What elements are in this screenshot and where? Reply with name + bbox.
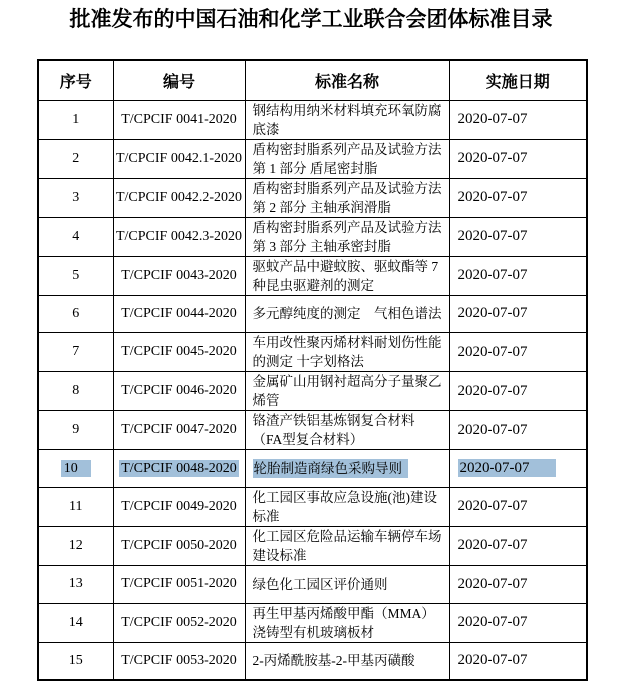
standard-code-cell (113, 178, 245, 217)
serial-number-cell (38, 411, 113, 450)
standard-name-cell (245, 217, 449, 256)
standard-code-cell (113, 411, 245, 450)
standard-name-cell (245, 295, 449, 333)
table-row (38, 526, 587, 565)
implementation-date-text: 2020-07-07 (457, 537, 528, 554)
table-row (38, 100, 587, 139)
col-header-implementation-date: 实施日期 (449, 60, 587, 100)
standard-code-text: T/CPCIF 0046-2020 (121, 383, 237, 399)
standard-code-cell (113, 333, 245, 372)
serial-number-cell (38, 178, 113, 217)
serial-number-cell (38, 526, 113, 565)
table-row (38, 333, 587, 372)
serial-number-text: 5 (72, 267, 80, 283)
standard-name-cell (245, 139, 449, 178)
standard-code-cell (113, 139, 245, 178)
implementation-date-text: 2020-07-07 (457, 652, 528, 669)
implementation-date-text: 2020-07-07 (457, 267, 528, 283)
table-row (38, 217, 587, 256)
serial-number-text: 14 (68, 614, 83, 630)
standard-name-text: 铬渣产铁铝基炼钢复合材料（FA型复合材料） (252, 413, 415, 448)
standard-name-cell (245, 411, 449, 450)
table-row (38, 139, 587, 178)
col-header-code: 编号 (113, 60, 245, 100)
serial-number-cell (38, 139, 113, 178)
serial-number-cell (38, 565, 113, 603)
standard-code-text: T/CPCIF 0050-2020 (121, 537, 237, 553)
col-header-serial: 序号 (38, 60, 113, 100)
implementation-date-text: 2020-07-07 (457, 228, 528, 244)
standard-code-text: T/CPCIF 0048-2020 (121, 460, 237, 476)
standard-code-text: T/CPCIF 0042.1-2020 (115, 150, 242, 166)
standard-code-text: T/CPCIF 0052-2020 (121, 614, 237, 630)
serial-number-text: 12 (68, 537, 83, 553)
implementation-date-cell (449, 256, 587, 295)
implementation-date-cell (449, 603, 587, 642)
implementation-date-cell (449, 139, 587, 178)
standard-code-cell (113, 603, 245, 642)
implementation-date-text: 2020-07-07 (457, 111, 528, 127)
serial-number-text: 6 (72, 305, 80, 321)
standard-code-text: T/CPCIF 0053-2020 (121, 652, 237, 668)
standard-name-text: 2-丙烯酰胺基-2-甲基丙磺酸 (252, 653, 415, 669)
serial-number-cell (38, 333, 113, 372)
serial-number-cell (38, 217, 113, 256)
standard-code-cell (113, 487, 245, 526)
serial-number-cell (38, 450, 113, 488)
implementation-date-cell (449, 333, 587, 372)
standard-code-cell (113, 642, 245, 680)
standard-code-cell (113, 295, 245, 333)
serial-number-text: 1 (72, 111, 80, 127)
col-header-standard-name: 标准名称 (245, 60, 449, 100)
table-row (38, 565, 587, 603)
standard-name-text: 化工园区危险品运输车辆停车场建设标准 (252, 528, 442, 563)
standard-name-text: 金属矿山用钢衬超高分子量聚乙烯管 (252, 374, 442, 409)
implementation-date-text: 2020-07-07 (457, 498, 528, 515)
standard-code-text: T/CPCIF 0042.2-2020 (115, 189, 242, 205)
implementation-date-text: 2020-07-07 (458, 459, 556, 477)
table-row (38, 411, 587, 450)
implementation-date-text: 2020-07-07 (457, 614, 528, 631)
serial-number-text: 3 (72, 189, 80, 205)
standard-code-cell (113, 372, 245, 411)
standard-name-cell (245, 333, 449, 372)
implementation-date-cell (449, 487, 587, 526)
serial-number-cell (38, 603, 113, 642)
serial-number-cell (38, 642, 113, 680)
serial-number-text: 13 (68, 576, 83, 592)
serial-number-cell (38, 295, 113, 333)
standard-name-text: 盾构密封脂系列产品及试验方法 第 2 部分 主轴承润滑脂 (252, 180, 442, 215)
implementation-date-text: 2020-07-07 (457, 305, 528, 322)
standard-name-text: 钢结构用纳米材料填充环氧防腐底漆 (252, 102, 442, 137)
standard-code-cell (113, 256, 245, 295)
implementation-date-text: 2020-07-07 (457, 421, 528, 438)
standard-name-text: 驱蚊产品中避蚊胺、驱蚊酯等 7 种昆虫驱避剂的测定 (252, 258, 439, 293)
standards-table (37, 59, 588, 681)
serial-number-text: 7 (72, 344, 80, 360)
table-header-row (38, 60, 587, 100)
implementation-date-cell (449, 642, 587, 680)
standard-code-cell (113, 450, 245, 488)
standard-code-text: T/CPCIF 0051-2020 (121, 576, 237, 592)
standard-name-cell (245, 372, 449, 411)
serial-number-cell (38, 100, 113, 139)
serial-number-text: 9 (72, 422, 80, 438)
serial-number-text: 8 (72, 383, 80, 399)
standard-name-text: 再生甲基丙烯酸甲酯（MMA）浇铸型有机玻璃板材 (252, 605, 435, 640)
standard-name-cell (245, 100, 449, 139)
standard-name-text: 盾构密封脂系列产品及试验方法 第 1 部分 盾尾密封脂 (252, 141, 442, 176)
implementation-date-cell (449, 565, 587, 603)
table-row (38, 603, 587, 642)
standard-name-cell (245, 487, 449, 526)
table-row (38, 372, 587, 411)
standard-name-cell (245, 450, 449, 488)
table-row (38, 450, 587, 488)
serial-number-text: 11 (69, 498, 83, 514)
implementation-date-cell (449, 178, 587, 217)
standard-code-text: T/CPCIF 0047-2020 (121, 422, 237, 438)
serial-number-cell (38, 487, 113, 526)
standard-code-cell (113, 100, 245, 139)
standard-name-text: 多元醇纯度的测定 气相色谱法 (252, 306, 442, 322)
standard-name-cell (245, 642, 449, 680)
serial-number-text: 4 (72, 228, 80, 244)
table-row (38, 487, 587, 526)
table-row (38, 295, 587, 333)
serial-number-cell (38, 372, 113, 411)
implementation-date-text: 2020-07-07 (457, 343, 528, 360)
serial-number-text: 15 (68, 652, 83, 668)
standard-name-cell (245, 178, 449, 217)
serial-number-text: 2 (72, 150, 80, 166)
standard-code-cell (113, 565, 245, 603)
implementation-date-cell (449, 217, 587, 256)
standard-name-text: 绿色化工园区评价通则 (252, 576, 388, 592)
standard-code-cell (113, 217, 245, 256)
document-title: 批准发布的中国石油和化学工业联合会团体标准目录 (69, 8, 553, 31)
implementation-date-text: 2020-07-07 (457, 150, 528, 166)
table-row (38, 178, 587, 217)
standard-name-cell (245, 603, 449, 642)
standard-name-cell (245, 256, 449, 295)
implementation-date-text: 2020-07-07 (457, 382, 528, 399)
implementation-date-text: 2020-07-07 (457, 189, 528, 205)
standard-code-text: T/CPCIF 0045-2020 (121, 344, 237, 360)
serial-number-cell (38, 256, 113, 295)
serial-number-text: 10 (61, 460, 91, 477)
implementation-date-cell (449, 526, 587, 565)
implementation-date-cell (449, 450, 587, 488)
implementation-date-cell (449, 372, 587, 411)
standard-code-text: T/CPCIF 0049-2020 (121, 498, 237, 514)
table-row (38, 642, 587, 680)
standard-code-text: T/CPCIF 0042.3-2020 (115, 228, 242, 244)
implementation-date-cell (449, 100, 587, 139)
standard-name-text: 化工园区事故应急设施(池)建设标准 (252, 489, 437, 524)
table-row (38, 256, 587, 295)
standard-name-cell (245, 565, 449, 603)
standard-code-text: T/CPCIF 0044-2020 (121, 305, 237, 321)
implementation-date-text: 2020-07-07 (457, 575, 528, 592)
standard-name-text: 盾构密封脂系列产品及试验方法 第 3 部分 主轴承密封脂 (252, 219, 442, 254)
implementation-date-cell (449, 411, 587, 450)
standard-name-text: 车用改性聚丙烯材料耐划伤性能的测定 十字划格法 (252, 335, 442, 370)
standard-code-text: T/CPCIF 0041-2020 (121, 111, 237, 127)
standard-name-text: 轮胎制造商绿色采购导则 (253, 459, 409, 478)
standard-code-cell (113, 526, 245, 565)
standard-name-cell (245, 526, 449, 565)
table-body (38, 100, 587, 680)
implementation-date-cell (449, 295, 587, 333)
standard-code-text: T/CPCIF 0043-2020 (121, 267, 237, 283)
